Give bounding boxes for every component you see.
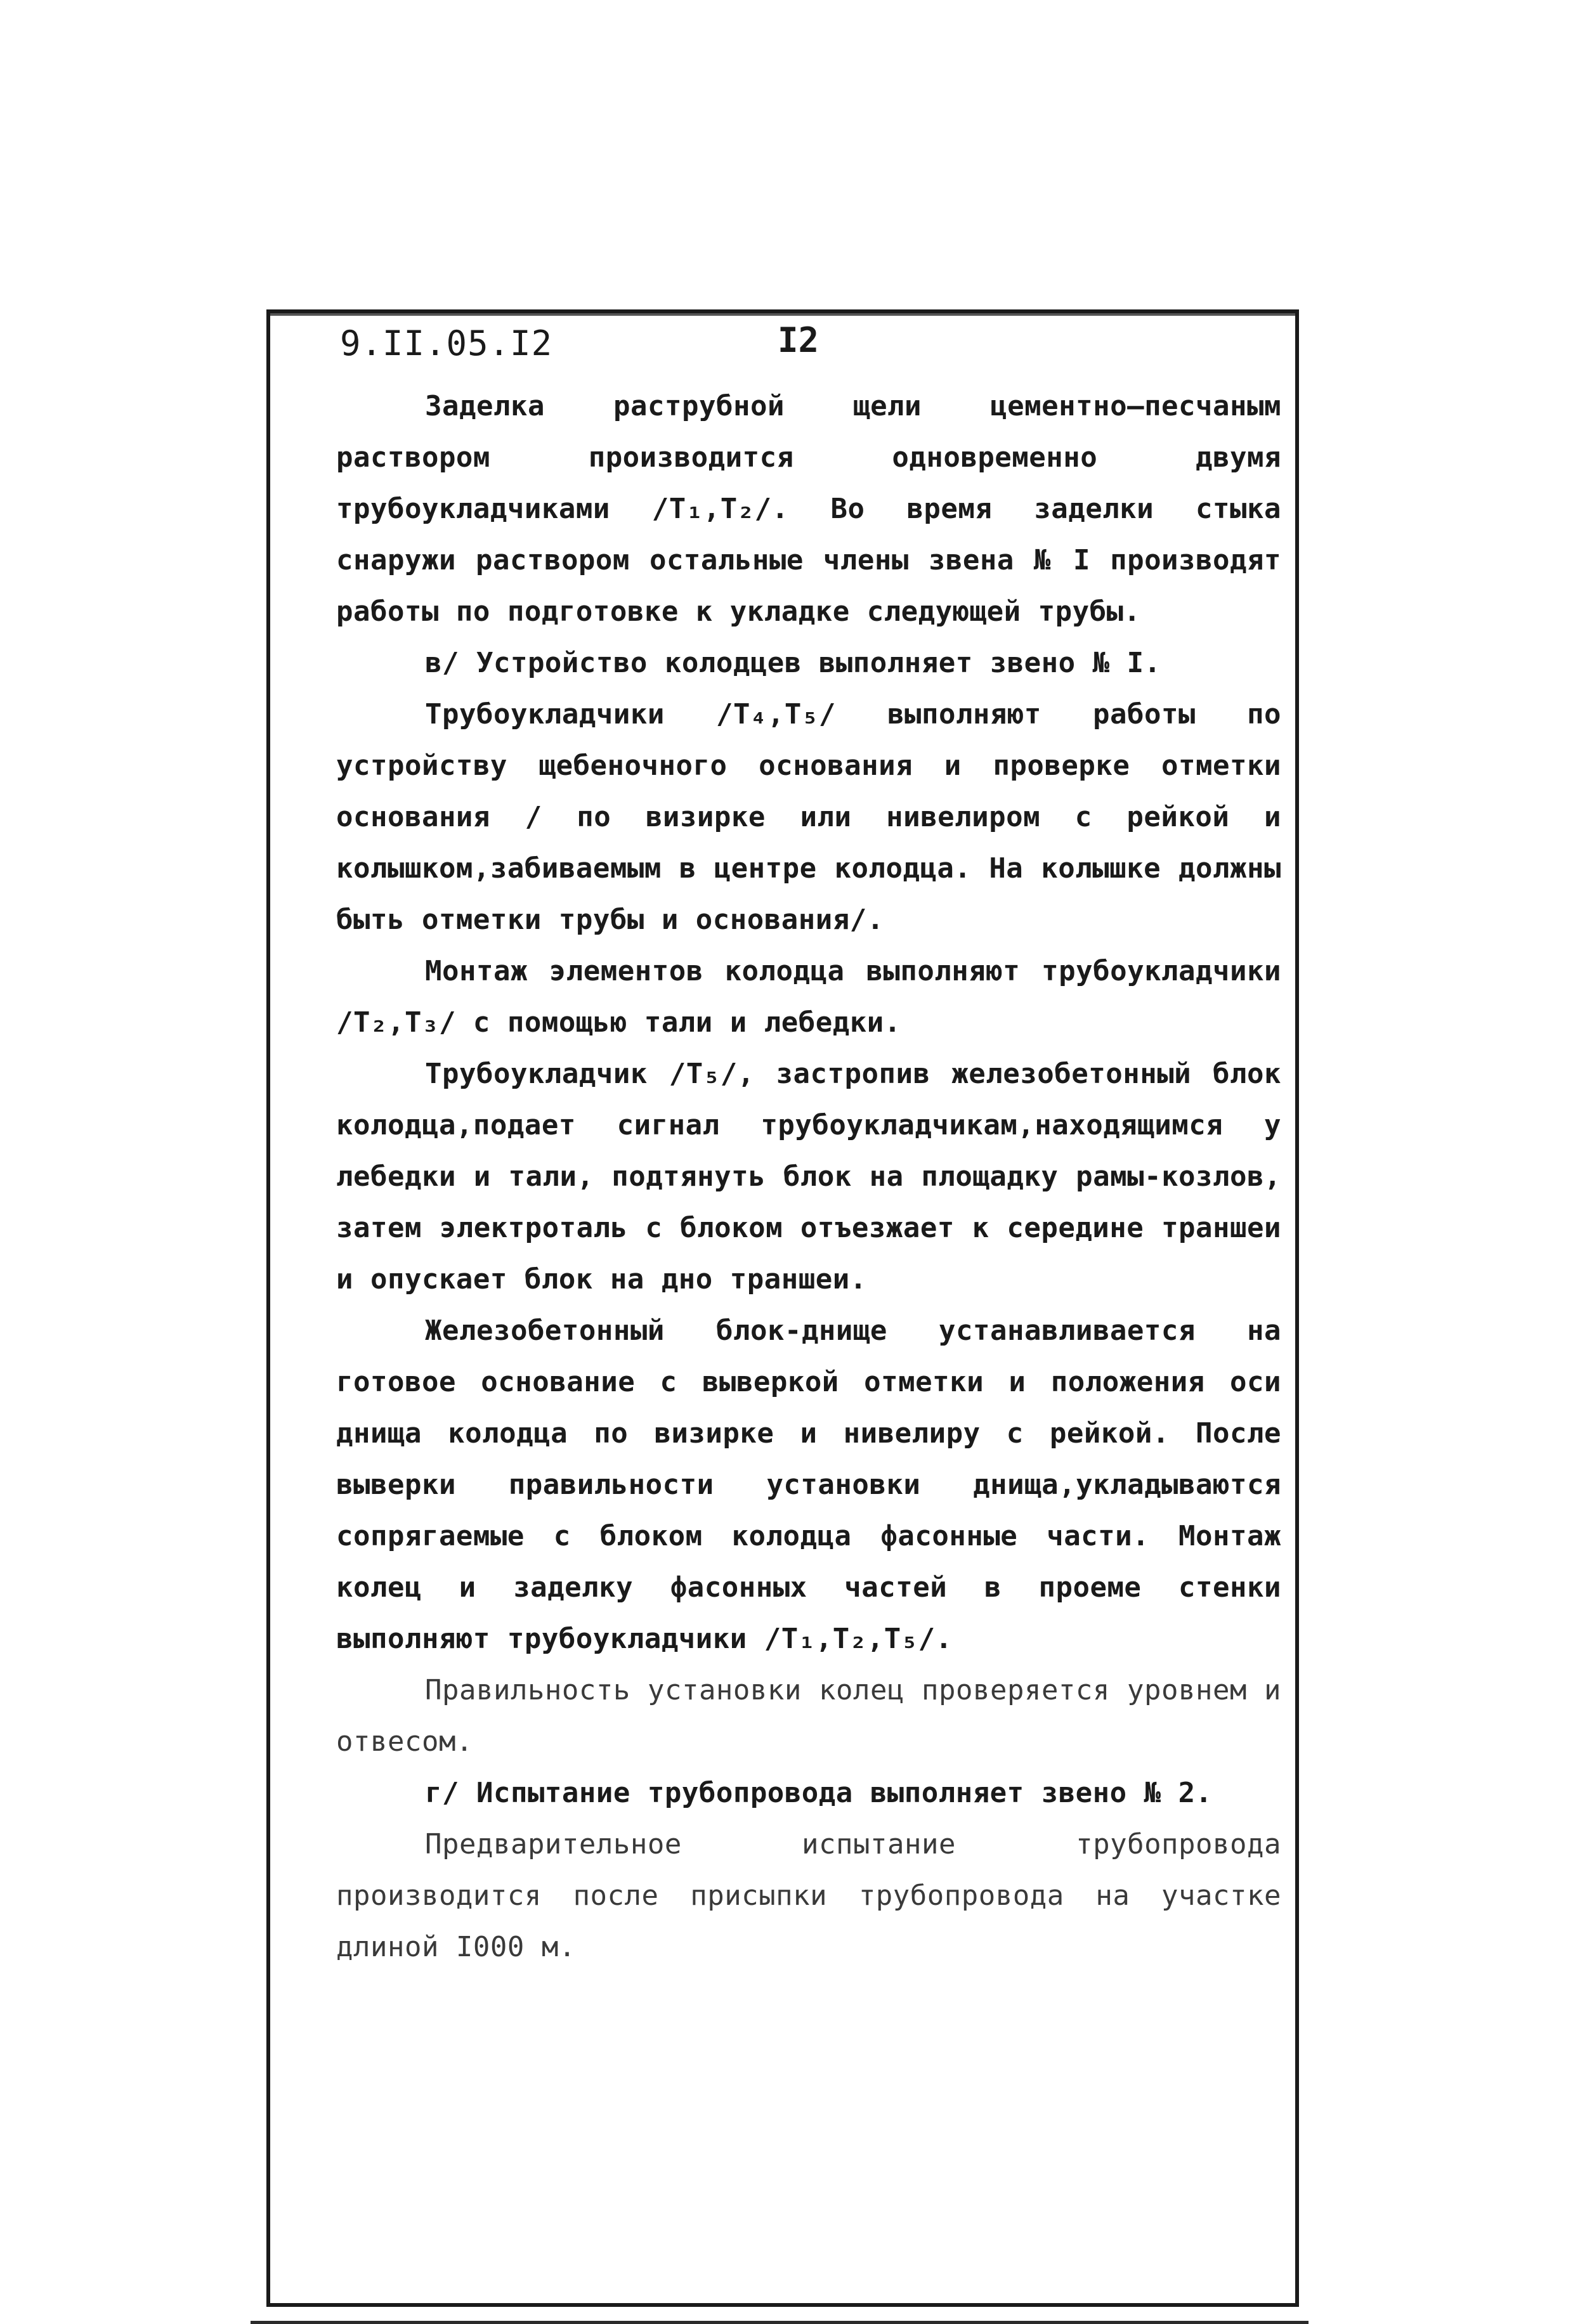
bottom-rule [251,2321,1309,2324]
paragraph-9: Предварительное испытание трубопровода производится после присыпки трубопровода на участке длиной I000 м. [336,1828,1281,1963]
page-number: I2 [778,320,819,360]
document-code: 9.II.05.I2 [340,323,553,363]
frame-top-shade [270,313,1295,316]
paragraph-2-heading: в/ Устройство колодцев выполняет звено № I. [425,647,1161,679]
paragraph-3: Трубоукладчики /Т₄,Т₅/ выполняют работы по устройству щебеночного основания и проверке отметки основания / по визирке или нивелиром с рейкой и колышком,забиваемым в центре колодца. На колышке должны быть отметки трубы и основания/. [336,698,1281,936]
paragraph-6: Железобетонный блок-днище устанавливается на готовое основание с выверкой отметки и положения оси днища колодца по визирке и нивелиру с рейкой. После выверки правильности установки днища,укладываются сопрягаемые с блоком колодца фасонные части. Монтаж колец и заделку фасонных частей в проеме стенки выполняют трубоукладчики /Т₁,Т₂,Т₅/. [336,1315,1281,1655]
paragraph-4: Монтаж элементов колодца выполняют трубоукладчики /Т₂,Т₃/ с помощью тали и лебедки. [336,955,1281,1039]
paragraph-1: Заделка раструбной щели цементно—песчаным раствором производится одновременно двумя трубоукладчиками /Т₁,Т₂/. Во время заделки стыка снаружи раствором остальные члены звена № I производят работы по подготовке к укладке следующей трубы. [336,390,1281,628]
body-text [336,380,1281,1973]
paragraph-7: Правильность установки колец проверяется уровнем и отвесом. [336,1674,1281,1758]
paragraph-8-heading: г/ Испытание трубопровода выполняет звено № 2. [425,1777,1213,1809]
paragraph-5: Трубоукладчик /Т₅/, застропив железобетонный блок колодца,подает сигнал трубоукладчикам,находящимся у лебедки и тали, подтянуть блок на площадку рамы-козлов, затем электроталь с блоком отъезжает к середине траншеи и опускает блок на дно траншеи. [336,1058,1281,1295]
